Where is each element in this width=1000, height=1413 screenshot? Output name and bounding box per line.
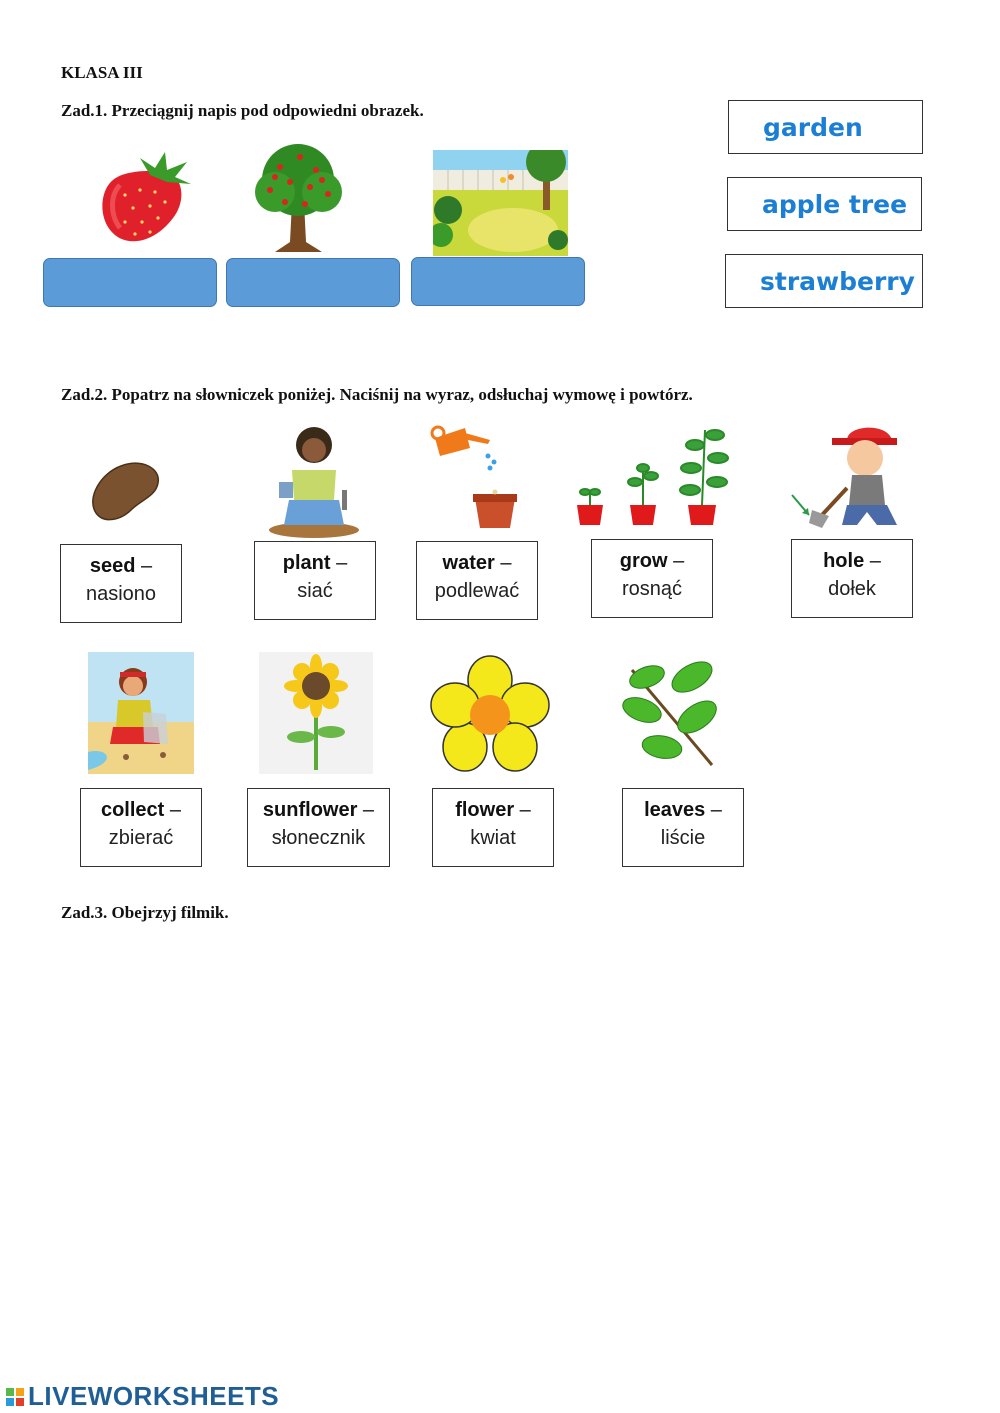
task3-title: Zad.3. Obejrzyj filmik. — [61, 903, 229, 922]
drop-box-apple-tree[interactable] — [226, 258, 400, 307]
card-word: flower — [455, 799, 515, 821]
leaves-image — [617, 655, 727, 770]
task2-title: Zad.2. Popatrz na słowniczek poniżej. Naciśnij na wyraz, odsłuchaj wymowę i powtórz. — [61, 385, 693, 404]
card-translation: rosnąć — [621, 578, 683, 600]
card-word: water — [442, 552, 495, 574]
collecting-boy-image — [88, 652, 194, 774]
vocab-card-sunflower[interactable] — [247, 788, 390, 867]
watering-image — [430, 418, 525, 533]
drag-word-apple-tree[interactable]: apple tree — [727, 177, 922, 231]
digging-boy-image — [787, 420, 912, 532]
card-translation: słonecznik — [271, 827, 366, 849]
vocab-card-flower[interactable] — [432, 788, 554, 867]
card-dash: – — [864, 550, 881, 572]
vocab-card-collect[interactable] — [80, 788, 202, 867]
drag-word-garden[interactable]: garden — [728, 100, 923, 154]
logo-squares-icon — [6, 1388, 24, 1406]
vocab-card-hole[interactable] — [791, 539, 913, 618]
drop-box-strawberry[interactable] — [43, 258, 217, 307]
card-word: grow — [619, 550, 668, 572]
card-translation: dołek — [828, 578, 876, 600]
task1-title: Zad.1. Przeciągnij napis pod odpowiedni obrazek. — [61, 101, 424, 120]
seed-image — [86, 458, 162, 526]
drop-box-garden[interactable] — [411, 257, 585, 306]
flower-image — [430, 655, 550, 775]
card-dash: – — [705, 799, 722, 821]
card-word: collect — [100, 799, 165, 821]
vocab-card-plant[interactable] — [254, 541, 376, 620]
card-word: plant — [282, 552, 331, 574]
card-dash: – — [357, 799, 375, 821]
vocab-card-leaves[interactable] — [622, 788, 744, 867]
card-dash: – — [667, 550, 685, 572]
vocab-card-water[interactable] — [416, 541, 538, 620]
card-translation: nasiono — [85, 583, 157, 605]
sunflower-image — [259, 652, 373, 774]
growing-plants-image — [565, 420, 745, 528]
card-dash: – — [135, 555, 153, 577]
card-word: hole — [823, 550, 865, 572]
vocab-card-grow[interactable] — [591, 539, 713, 618]
planting-girl-image — [264, 420, 359, 538]
card-word: leaves — [644, 799, 706, 821]
drag-word-strawberry[interactable]: strawberry — [725, 254, 923, 308]
card-dash: – — [164, 799, 182, 821]
card-dash: – — [330, 552, 348, 574]
class-label: KLASA III — [61, 63, 143, 82]
card-dash: – — [514, 799, 531, 821]
card-translation: kwiat — [470, 827, 516, 849]
card-translation: podlewać — [434, 580, 520, 602]
liveworksheets-logo — [6, 1381, 279, 1412]
vocab-card-seed[interactable] — [60, 544, 182, 623]
card-translation: siać — [297, 580, 333, 602]
apple-tree-image — [250, 142, 346, 254]
strawberry-image — [95, 150, 195, 245]
card-translation: zbierać — [108, 827, 174, 849]
card-dash: – — [494, 552, 512, 574]
brand-name: LIVEWORKSHEETS — [28, 1381, 280, 1411]
card-word: sunflower — [262, 799, 358, 821]
garden-image — [433, 150, 568, 256]
card-word: seed — [89, 555, 136, 577]
card-translation: liście — [660, 827, 706, 849]
